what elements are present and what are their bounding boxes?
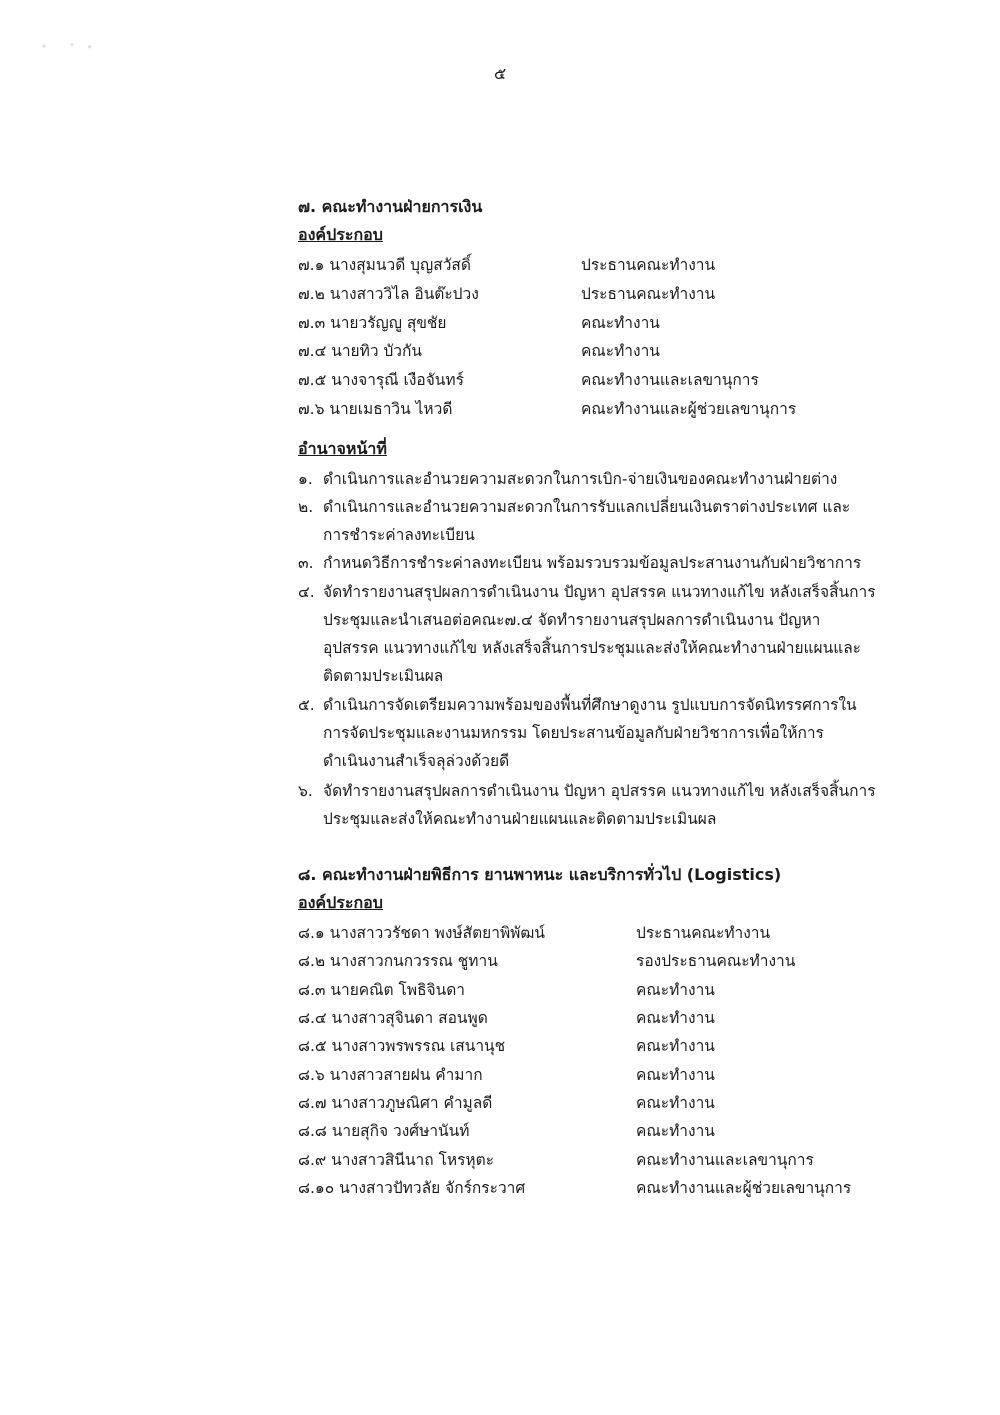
page-number: ๕ [493, 64, 507, 83]
duty-line: ดำเนินการและอำนวยความสะดวกในการเบิก-จ่ายเงินของคณะทำงานฝ่ายต่าง [323, 470, 838, 488]
scan-artifact [30, 38, 100, 54]
member-name: ๗.๑ นางสุมนวดี บุญสวัสดิ์ [298, 256, 471, 274]
member-role: คณะทำงาน [581, 314, 660, 332]
member-role: ประธานคณะทำงาน [581, 256, 716, 274]
duty-line: อุปสรรค แนวทางแก้ไข หลังเสร็จสิ้นการประชุมและส่งให้คณะทำงานฝ่ายแผนและ [323, 639, 862, 657]
member-role: คณะทำงาน [636, 1122, 715, 1140]
member-name: ๘.๑๐ นางสาวปัทวลัย จักร์กระวาศ [298, 1179, 526, 1197]
duty-line: การชำระค่าลงทะเบียน [323, 526, 475, 544]
member-name: ๗.๓ นายวรัญญู สุขชัย [298, 314, 447, 332]
member-name: ๘.๙ นางสาวสินีนาถ โหรหุตะ [298, 1151, 495, 1169]
section8-title: ๘. คณะทำงานฝ่ายพิธีการ ยานพาหนะ และบริการทั่วไป (Logistics) [298, 865, 782, 884]
section8-composition-label: องค์ประกอบ [298, 893, 383, 912]
duty-line: ประชุมและนำเสนอต่อคณะ๗.๔ จัดทำรายงานสรุปผลการดำเนินงาน ปัญหา [323, 611, 821, 629]
member-role: คณะทำงาน [636, 981, 715, 999]
duty-line: ดำเนินงานสำเร็จลุล่วงด้วยดี [323, 752, 510, 770]
member-name: ๘.๒ นางสาวกนกวรรณ ชูทาน [298, 952, 498, 970]
member-name: ๘.๔ นางสาวสุจินดา สอนพูด [298, 1009, 488, 1027]
duty-line: ดำเนินการและอำนวยความสะดวกในการรับแลกเปลี่ยนเงินตราต่างประเทศ และ [323, 498, 851, 516]
member-role: คณะทำงานและผู้ช่วยเลขานุการ [636, 1179, 852, 1197]
member-name: ๘.๗ นางสาวภูษณิศา คำมูลดี [298, 1094, 493, 1112]
duty-line: จัดทำรายงานสรุปผลการดำเนินงาน ปัญหา อุปสรรค แนวทางแก้ไข หลังเสร็จสิ้นการ [323, 782, 876, 800]
member-name: ๗.๒ นางสาววิไล อินต๊ะปวง [298, 285, 479, 303]
duty-number: ๒. [298, 498, 314, 516]
member-role: คณะทำงานและผู้ช่วยเลขานุการ [581, 400, 797, 418]
member-name: ๗.๔ นายทิว บัวกัน [298, 342, 422, 360]
member-name: ๘.๘ นายสุกิจ วงศ์ษานันท์ [298, 1122, 470, 1140]
duty-line: กำหนดวิธีการชำระค่าลงทะเบียน พร้อมรวบรวมข้อมูลประสานงานกับฝ่ายวิชาการ [323, 554, 862, 572]
member-name: ๘.๓ นายคณิต โพธิจินดา [298, 981, 465, 999]
member-name: ๘.๑ นางสาววรัชดา พงษ์สัตยาพิพัฒน์ [298, 924, 545, 942]
duty-line: ดำเนินการจัดเตรียมความพร้อมของพื้นที่ศึกษาดูงาน รูปแบบการจัดนิทรรศการใน [323, 696, 857, 714]
duty-number: ๔. [298, 583, 315, 601]
member-role: คณะทำงาน [636, 1009, 715, 1027]
member-role: คณะทำงาน [581, 342, 660, 360]
member-role: รองประธานคณะทำงาน [636, 952, 796, 970]
member-name: ๘.๖ นางสาวสายฝน คำมาก [298, 1066, 483, 1084]
member-name: ๗.๕ นางจารุณี เงือจันทร์ [298, 371, 464, 389]
duty-line: การจัดประชุมและงานมหกรรม โดยประสานข้อมูลกับฝ่ายวิชาการเพื่อให้การ [323, 724, 824, 742]
duty-number: ๕. [298, 696, 315, 714]
member-role: ประธานคณะทำงาน [636, 924, 771, 942]
duty-number: ๑. [298, 470, 313, 488]
section7-title: ๗. คณะทำงานฝ่ายการเงิน [298, 197, 483, 216]
member-name: ๗.๖ นายเมธาวิน ไหวดี [298, 400, 453, 418]
duty-number: ๓. [298, 554, 314, 572]
member-role: คณะทำงาน [636, 1037, 715, 1055]
member-role: คณะทำงาน [636, 1094, 715, 1112]
member-role: คณะทำงานและเลขานุการ [581, 371, 759, 389]
member-role: คณะทำงาน [636, 1066, 715, 1084]
duty-line: ติดตามประเมินผล [323, 667, 444, 685]
member-name: ๘.๕ นางสาวพรพรรณ เสนานุช [298, 1037, 506, 1055]
duty-line: จัดทำรายงานสรุปผลการดำเนินงาน ปัญหา อุปสรรค แนวทางแก้ไข หลังเสร็จสิ้นการ [323, 583, 876, 601]
member-role: คณะทำงานและเลขานุการ [636, 1151, 814, 1169]
member-role: ประธานคณะทำงาน [581, 285, 716, 303]
duty-line: ประชุมและส่งให้คณะทำงานฝ่ายแผนและติดตามประเมินผล [323, 810, 717, 828]
section7-composition-label: องค์ประกอบ [298, 225, 383, 244]
duty-number: ๖. [298, 782, 313, 800]
section7-duties-label: อำนาจหน้าที่ [298, 439, 387, 458]
